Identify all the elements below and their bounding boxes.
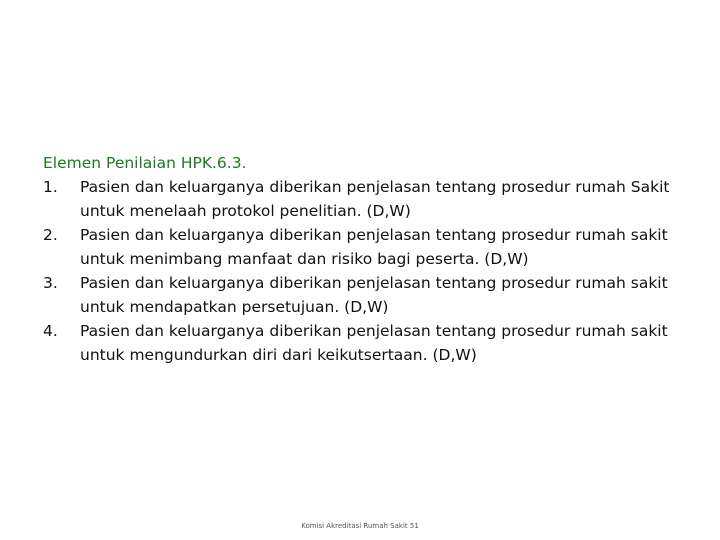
list-item-text: Pasien dan keluarganya diberikan penjelasan tentang prosedur rumah sakit untuk menimbang manfaat dan risiko bagi peserta. (D,W) (80, 226, 668, 268)
list-item (43, 175, 693, 223)
list-item-number: 1. (43, 178, 58, 196)
list-item-number: 3. (43, 274, 58, 292)
section-heading: Elemen Penilaian HPK.6.3. (43, 154, 247, 172)
list-item-number: 4. (43, 322, 58, 340)
list-item (43, 271, 693, 319)
list-item (43, 319, 693, 367)
list-item-text: Pasien dan keluarganya diberikan penjelasan tentang prosedur rumah Sakit untuk menelaah protokol penelitian. (D,W) (80, 178, 670, 220)
slide-content (43, 151, 693, 367)
slide-footer: Komisi Akreditasi Rumah Sakit 51 (301, 522, 419, 530)
list-item-number: 2. (43, 226, 58, 244)
list-item (43, 223, 693, 271)
list-item-text: Pasien dan keluarganya diberikan penjelasan tentang prosedur rumah sakit untuk mendapatkan persetujuan. (D,W) (80, 274, 668, 316)
list-item-text: Pasien dan keluarganya diberikan penjelasan tentang prosedur rumah sakit untuk mengundurkan diri dari keikutsertaan. (D,W) (80, 322, 668, 364)
